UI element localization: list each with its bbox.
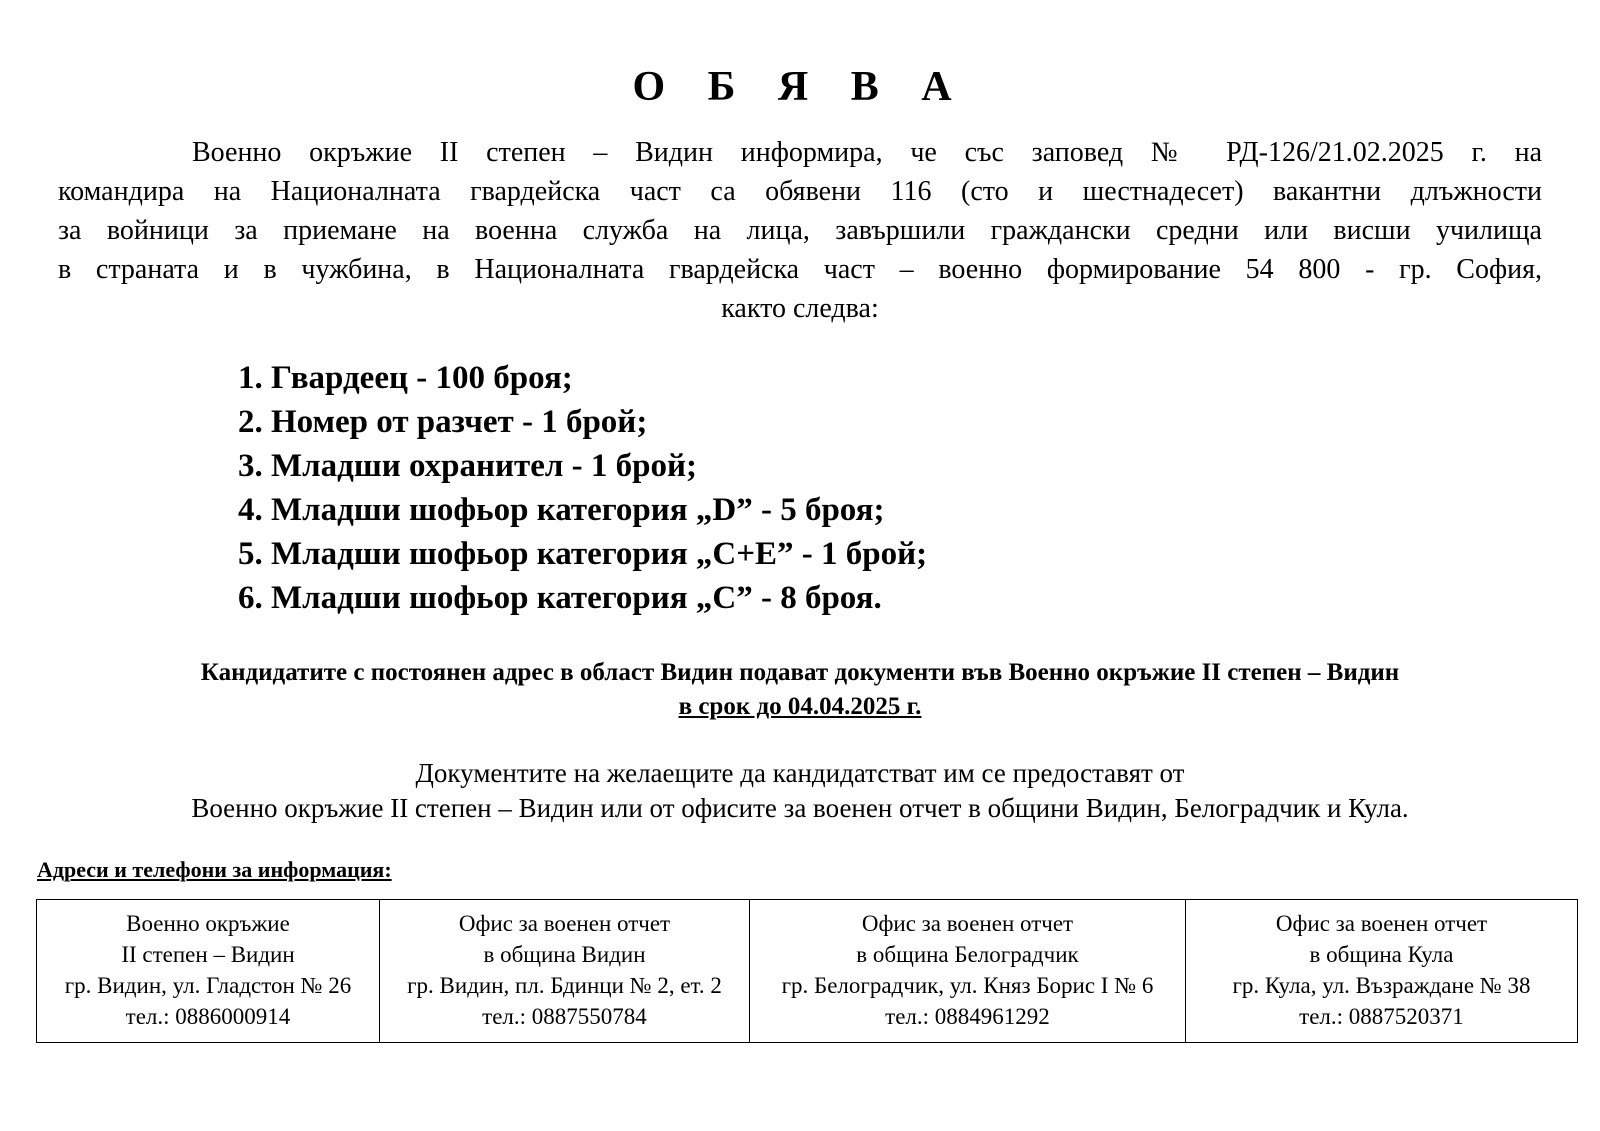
contact-cell — [1186, 900, 1578, 1043]
intro-line: командира на Националната гвардейска част са обявени 116 (сто и шестнадесет) вакантни длъжности — [58, 176, 1542, 207]
position-item: 4. Младши шофьор категория „D” - 5 броя; — [238, 492, 885, 528]
intro-paragraph — [58, 133, 1542, 328]
contact-name: Военно окръжие — [126, 911, 290, 936]
documents-notice — [0, 756, 1600, 826]
deadline-date: в срок до 04.04.2025 г. — [678, 693, 922, 720]
documents-text-line: Военно окръжие II степен – Видин или от офисите за военен отчет в общини Видин, Белоградчик и Кула. — [191, 793, 1409, 823]
contact-address: гр. Видин, пл. Бдинци № 2, ет. 2 — [407, 973, 722, 998]
contact-phone: тел.: 0884961292 — [885, 1004, 1050, 1029]
contact-cell — [750, 900, 1186, 1043]
contact-name: Офис за военен отчет — [1275, 911, 1488, 936]
intro-line: Военно окръжие II степен – Видин информира, че със заповед № РД-126/21.02.2025 г. на — [192, 137, 1542, 168]
contact-name: в община Видин — [483, 942, 646, 967]
contact-name: Офис за военен отчет — [458, 911, 671, 936]
intro-line: в страната и в чужбина, в Националната гвардейска част – военно формирование 54 800 - гр. София, — [58, 254, 1542, 285]
table-row — [37, 900, 1578, 1043]
contact-name: II степен – Видин — [121, 942, 295, 967]
contact-address: гр. Белоградчик, ул. Княз Борис I № 6 — [781, 973, 1154, 998]
intro-line: както следва: — [721, 293, 879, 324]
position-item: 1. Гвардеец - 100 броя; — [238, 360, 573, 396]
positions-list — [238, 356, 927, 620]
page-title: О Б Я В А — [632, 64, 968, 110]
contact-phone: тел.: 0887520371 — [1299, 1004, 1464, 1029]
intro-line: за войници за приемане на военна служба на лица, завършили граждански средни или висши училища — [58, 215, 1542, 246]
contact-phone: тел.: 0886000914 — [125, 1004, 291, 1029]
deadline-notice — [0, 656, 1600, 724]
info-heading: Адреси и телефони за информация: — [37, 857, 392, 882]
position-item: 2. Номер от разчет - 1 брой; — [238, 404, 648, 440]
contacts-table — [36, 899, 1578, 1043]
contact-phone: тел.: 0887550784 — [482, 1004, 647, 1029]
contact-name: Офис за военен отчет — [861, 911, 1074, 936]
deadline-text: Кандидатите с постоянен адрес в област Видин подават документи във Военно окръжие II степен – Видин — [200, 659, 1400, 686]
contact-cell — [37, 900, 380, 1043]
position-item: 6. Младши шофьор категория „C” - 8 броя. — [238, 580, 882, 616]
position-item: 5. Младши шофьор категория „C+E” - 1 брой; — [238, 536, 928, 572]
contact-address: гр. Кула, ул. Възраждане № 38 — [1232, 973, 1531, 998]
contact-address: гр. Видин, ул. Гладстон № 26 — [64, 973, 352, 998]
contact-name: в община Белоградчик — [856, 942, 1079, 967]
documents-text-line: Документите на желаещите да кандидатстват им се предоставят от — [415, 758, 1185, 788]
contact-cell — [380, 900, 750, 1043]
position-item: 3. Младши охранител - 1 брой; — [238, 448, 698, 484]
contact-name: в община Кула — [1309, 942, 1454, 967]
